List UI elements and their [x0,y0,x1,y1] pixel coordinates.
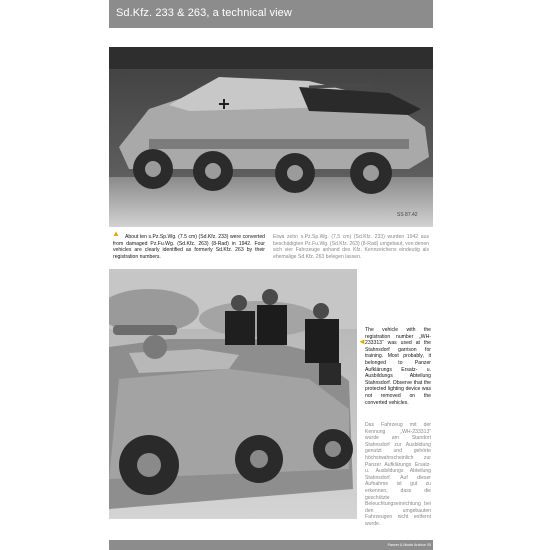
caption-top-en: About ten s.Pz.Sp.Wg. (7.5 cm) (Sd.Kfz. 233) were converted from damaged Pz.Fu.Wg. (Sd.Kfz. 263) (8-Rad) in 1942. Four vehicles are clearly identified as formerly Sd.Kfz. 263 by their registration numbers. [113,234,265,260]
caption-side-en: The vehicle with the registration number „WH-233313“ was used at the Stahnsdorf garrison for training. Most probably, it belonged to Panzer Aufklärungs Ersatz- u. Ausbildungs Abteilung Stahnsdorf. Observe that the protected lighting device was not removed on the converted vehicles. [365,327,431,406]
page-title: Sd.Kfz. 233 & 263, a technical view [116,7,292,19]
photo-top [109,47,433,227]
photo-bottom-image [109,269,357,519]
photo-bottom [109,269,357,519]
footer-text: Panzer & Model Archive 05 [387,543,431,547]
caption-side-de: Das Fahrzeug mit der Kennung „WH-233313“ wurde am Standort Stahnsdorf zur Ausbildung genutzt und gehörte höchstwahrscheinlich zur Panzer Aufklärungs Ersatz- u. Ausbildungs Abteilung Stahnsdorf. Auf dieser Aufnahme ist gut zu erkennen, dass die geschützte Beleuchtungseinrichtung bei den umgebauten Fahrzeugen nicht entfernt wurde. [365,422,431,527]
caption-side-marker-icon: ◄ [358,337,366,346]
photo-top-image [109,47,433,227]
caption-marker-icon: ▲ [112,229,120,238]
caption-top-de: Etwa zehn s.Pz.Sp.Wg. (7,5 cm) (Sd.Kfz. 233) wurden 1942 aus beschädigten Pz.Fu.Wg. (Sd.Kfz. 263) (8-Rad) umgebaut, von denen sich vier Fahrzeuge anhand des Kfz. Kennzeichens eindeutig als ehemalige Sd.Kfz. 263 belegen lassen. [273,234,430,260]
photo-stamp: SS 87.42 [397,212,418,218]
footer-bar [109,540,433,550]
